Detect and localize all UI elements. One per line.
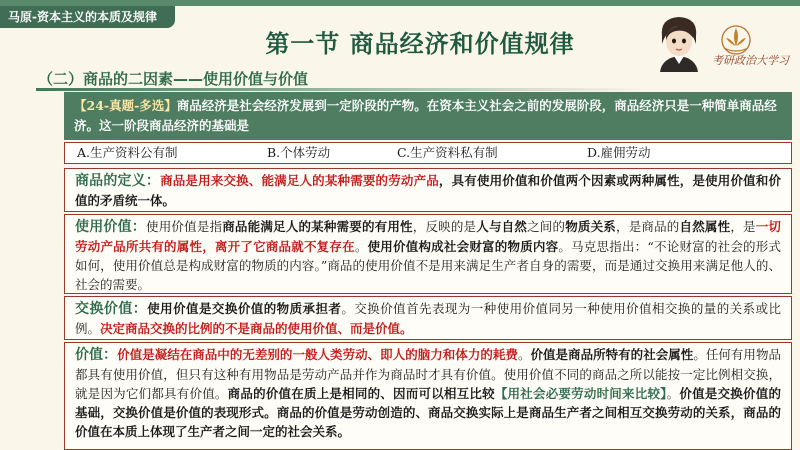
use-value-bold: 人与自然: [476, 219, 528, 234]
exchange-value-card: [64, 296, 792, 340]
exchange-value-bold: 使用价值是交换价值的物质承担者: [147, 301, 342, 316]
exchange-value-heading: 交换价值：: [75, 301, 148, 317]
logo-text: 考研政治大学习: [712, 54, 789, 67]
use-value-bold: 商品能满足人的某种需要的有用性: [222, 219, 413, 234]
use-value-bold: 使用价值构成社会财富的物质内容: [367, 239, 559, 254]
definition-heading: 商品的定义：: [75, 173, 161, 189]
exchange-value-text: 。交换价值首先表现为一种使用价值同另一种使用价值相交换的量的关系或比例。: [75, 301, 781, 336]
option-c[interactable]: C.生产资料私有制: [397, 145, 498, 160]
question-box: [64, 92, 792, 140]
value-text: 。: [517, 347, 531, 362]
value-bold: 价值是商品所特有的社会属性: [530, 347, 694, 362]
section-divider: [36, 88, 648, 91]
avatar: [654, 14, 704, 72]
use-value-bold: 自然属性: [679, 219, 731, 234]
value-bold: 商品的价值在质上是相同的、因而可以相互比较: [227, 386, 495, 401]
use-value-highlight: 一切劳动产品所共有的属性，离开了它商品就不复存在: [75, 219, 781, 254]
value-text: 。: [666, 386, 680, 401]
option-d[interactable]: D.雇佣劳动: [587, 145, 651, 160]
value-heading: 价值：: [75, 347, 118, 363]
use-value-text: 使用价值是指: [146, 219, 223, 234]
use-value-text: ，反映的是: [412, 219, 477, 234]
option-a[interactable]: A.生产资料公有制: [77, 145, 178, 160]
option-b[interactable]: B.个体劳动: [267, 145, 331, 160]
exchange-value-highlight: 决定商品交换的比例的不是商品的使用价值、而是价值。: [100, 321, 413, 336]
answer-options: [64, 142, 792, 164]
use-value-text: ，是商品的: [616, 219, 680, 234]
definition-text: ，具有使用价值和价值两个因素或两种属性，是使用价值和价值的矛盾统一体。: [75, 173, 781, 208]
use-value-text: 之间的: [527, 219, 566, 234]
use-value-card: [64, 214, 792, 294]
question-tag: 【24-真题-多选】: [74, 98, 177, 113]
question-text: 商品经济是社会经济发展到一定阶段的产物。在资本主义社会之前的发展阶段，商品经济只是一种简单商品经济。这一阶段商品经济的基础是: [74, 98, 777, 133]
definition-card: [64, 168, 792, 212]
value-card: [64, 342, 792, 450]
value-note: 【用社会必要劳动时间来比较】: [494, 386, 667, 401]
value-highlight: 价值是凝结在商品中的无差别的一般人类劳动、即人的脑力和体力的耗费: [117, 347, 518, 362]
use-value-text: ，是: [730, 219, 756, 234]
section-title: （二）商品的二因素——使用价值与价值: [38, 70, 309, 88]
value-text: 。任何有用物品都具有使用价值，但只有这种有用物品是劳动产品并作为商品时才具有价值。使用价值不同的商品之所以能按一定比例相交换，就是因为它们都具有价值。: [75, 347, 781, 401]
use-value-text: 。: [354, 239, 368, 254]
definition-highlight: 商品是用来交换、能满足人的某种需要的劳动产品: [160, 173, 439, 188]
use-value-text: 。马克思指出：“不论财富的社会的形式如何，使用价值总是构成财富的物质的内容。”商品的使用价值不是用来满足生产者自身的需要，而是通过交换用来满足他人的、社会的需要。: [75, 239, 781, 292]
value-bold: 价值是交换价值的基础，交换价值是价值的表现形式。商品的价值是劳动创造的、商品交换实际上是商品生产者之间相互交换劳动的关系，商品的价值在本质上体现了生产者之间一定的社会关系。: [75, 386, 781, 439]
use-value-bold: 物质关系: [565, 219, 616, 234]
course-tag: 马原-资本主义的本质及规律: [0, 6, 175, 28]
page-title: 第一节 商品经济和价值规律: [265, 30, 575, 58]
use-value-heading: 使用价值：: [75, 219, 147, 235]
